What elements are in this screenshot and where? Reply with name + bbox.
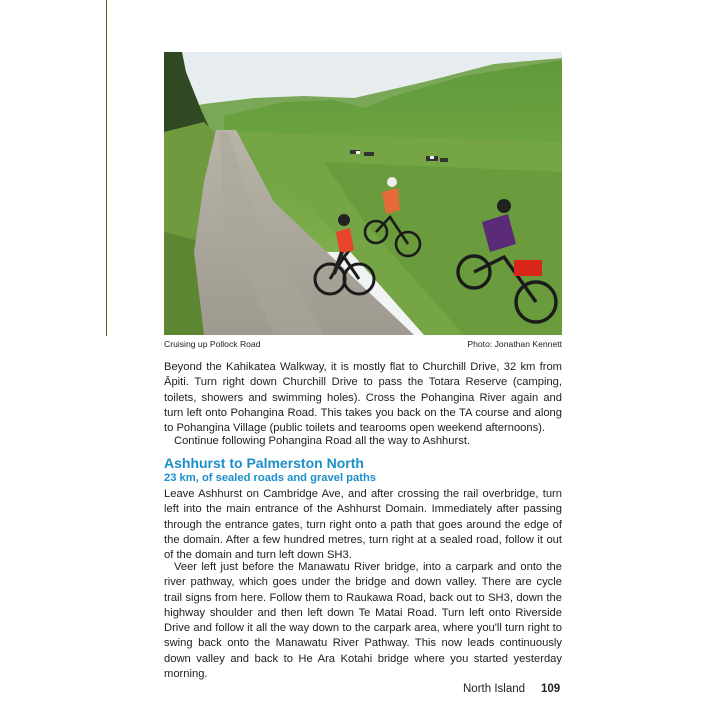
page-margin-rule (106, 0, 107, 336)
photo-caption-row (164, 339, 562, 353)
paragraph-manawatu: Veer left just before the Manawatu River bridge, into a carpark and onto the river pathway, which goes under the bridge and down valley. There are cycle trail signs from here. Follow them to Raukawa Road, back out to SH3, down the highway shoulder and then left down Te Matai Road. Turn left onto Riverside Drive and follow it all the way down to the carpark area, where you'll turn right to swing back onto the Manawatu River Pathway. This now leads continuously down valley and back to He Ara Kotahi bridge where you started yesterday morning. (164, 561, 562, 681)
photo-credit: Photo: Jonathan Kennett (467, 339, 562, 349)
photo-caption: Cruising up Pollock Road (164, 339, 261, 349)
cycling-photo (164, 52, 562, 335)
section-subheading: 23 km, of sealed roads and gravel paths (164, 472, 377, 484)
paragraph-continue: Continue following Pohangina Road all the way to Ashhurst. (174, 435, 471, 447)
section-heading: Ashhurst to Palmerston North (164, 455, 364, 471)
paragraph-route-description: Beyond the Kahikatea Walkway, it is mostly flat to Churchill Drive, 32 km from Āpiti. Turn right down Churchill Drive to pass the Totara Reserve (camping, toilets, showers and swimming holes). Cross the Pohangina River again and turn left onto Pohangina Road. This takes you back on the TA course and along to Pohangina Village (public toilets and tearooms open weekend afternoons). (164, 361, 562, 435)
page-number: 109 (541, 683, 561, 695)
footer-section-name: North Island (463, 683, 526, 695)
paragraph-ashhurst: Leave Ashhurst on Cambridge Ave, and after crossing the rail overbridge, turn left into the main entrance of the Ashhurst Domain. Immediately after passing through the entrance gates, turn right onto a path that goes around the edge of the domain. After a few hundred metres, turn right at a sealed road, follow it out of the domain and turn left down SH3. (164, 488, 562, 562)
